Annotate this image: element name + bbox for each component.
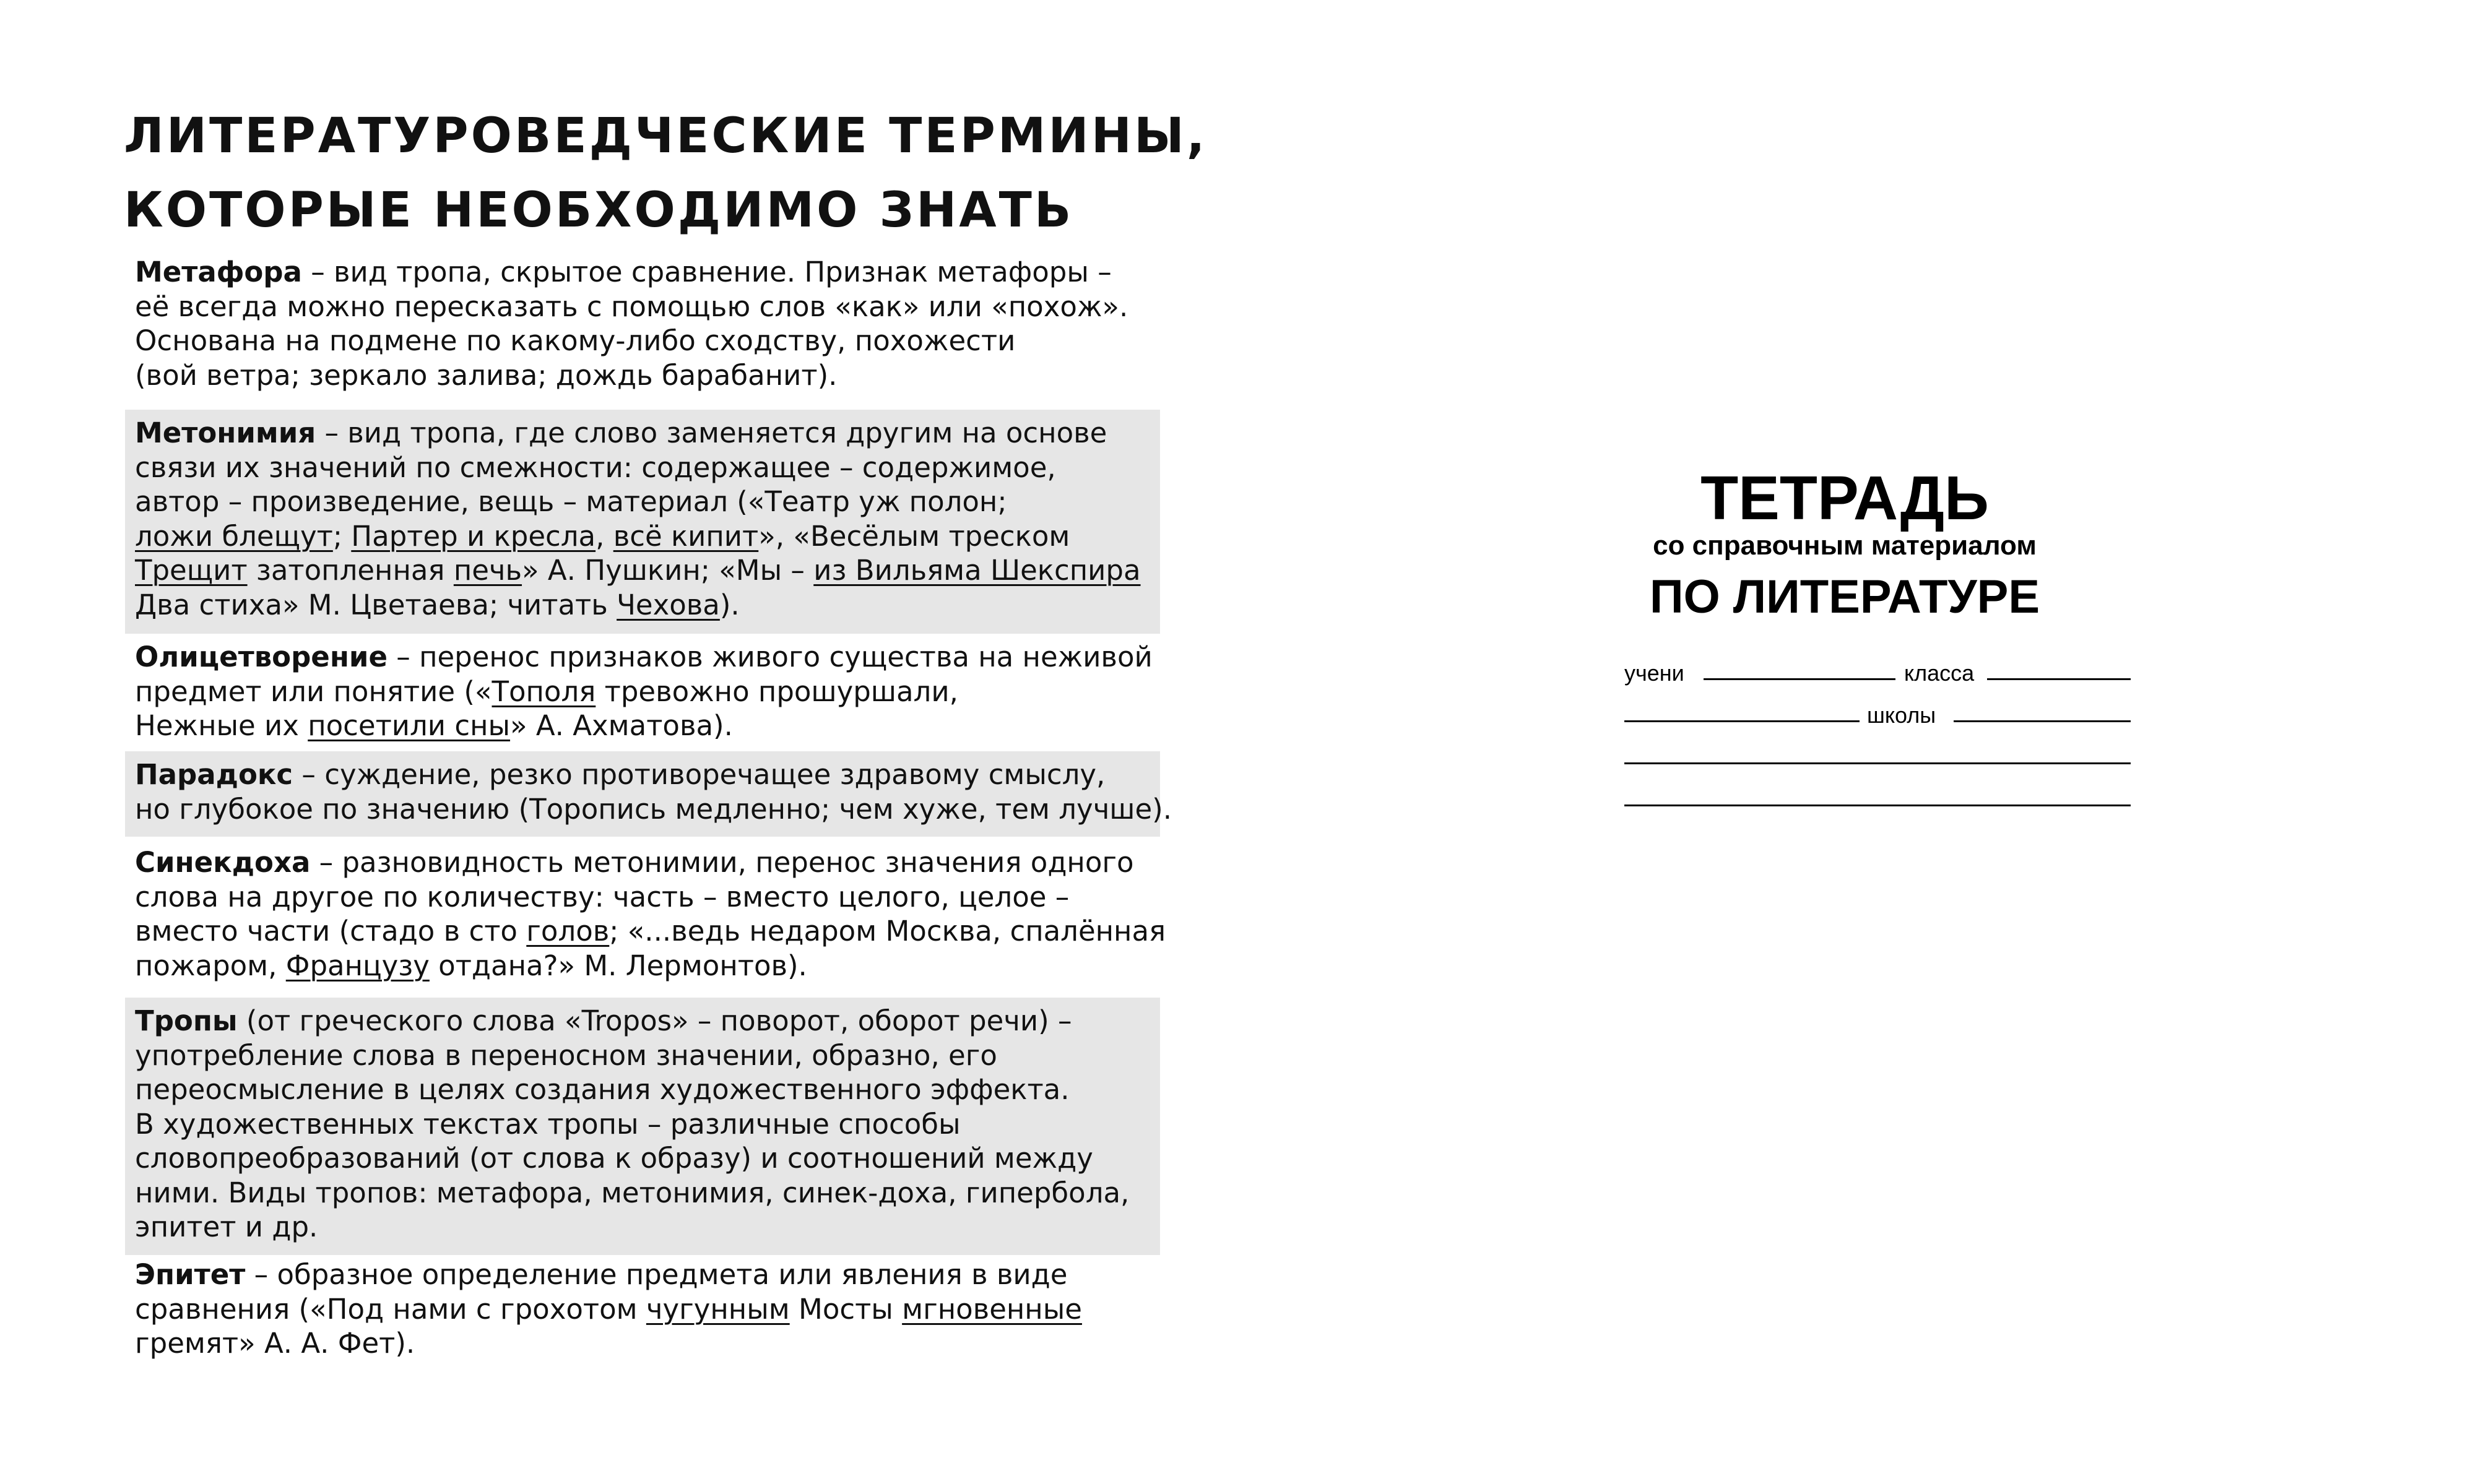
term-name: Синекдоха — [135, 846, 311, 879]
term-olicetvorenie: Олицетворение – перенос признаков живого существа на неживой предмет или понятие («Тополя тревожно прошуршали, Нежные их посетили сны» А. Ахматова). — [135, 641, 1153, 742]
cover-title: ТЕТРАДЬ — [1700, 464, 1989, 533]
term-name: Тропы — [135, 1004, 238, 1037]
extra-line-2[interactable] — [1624, 805, 2131, 806]
student-name-line[interactable] — [1704, 678, 1895, 680]
term-name: Парадокс — [135, 758, 293, 791]
cover-subject: ПО ЛИТЕРАТУРЕ — [1649, 571, 2040, 623]
term-tropy: Тропы (от греческого слова «Tropos» – поворот, оборот речи) – употребление слова в переносном значении, образно, его переосмысление в целях создания художественного эффекта. В художественных текстах тропы – различные способы словопреобразований (от слова к образу) и соотношений между ними. Виды тропов: метафора, метонимия, синек-доха, гипербола, эпитет и др. — [125, 998, 1160, 1255]
school-number-line[interactable] — [1624, 720, 1860, 722]
term-metafora: Метафора – вид тропа, скрытое сравнение. Признак метафоры – её всегда можно пересказать с помощью слов «как» или «похож». Основана на подмене по какому-либо сходству, похожести (вой ветра; зеркало залива; дождь барабанит). — [135, 256, 1128, 392]
class-line[interactable] — [1987, 678, 2131, 680]
student-label: учени — [1624, 660, 1684, 686]
page-title — [124, 99, 1208, 248]
term-name: Метафора — [135, 256, 302, 288]
term-metonimiya: Метонимия – вид тропа, где слово заменяется другим на основе связи их значений по смежности: содержащее – содержимое, автор – произведение, вещь – материал («Театр уж полон; ложи блещут; Партер и кресла, всё кипит», «Весёлым треском Трещит затопленная печь» А. Пушкин; «Мы – из Вильяма Шекспира Два стиха» М. Цветаева; читать Чехова). — [125, 410, 1160, 634]
term-name: Метонимия — [135, 416, 316, 449]
cover-subtitle: со справочным материалом — [1653, 530, 2037, 561]
class-label: класса — [1904, 660, 1975, 686]
term-sinekdokha: Синекдоха – разновидность метонимии, перенос значения одного слова на другое по количеству: часть – вместо целого, целое – вместо части (стадо в сто голов; «...ведь недаром Москва, спалённая пожаром, Французу отдана?» М. Лермонтов). — [135, 846, 1166, 982]
right-page-cover — [1243, 0, 2486, 1484]
school-line[interactable] — [1954, 720, 2131, 722]
page-title-line-2: КОТОРЫЕ НЕОБХОДИМО ЗНАТЬ — [124, 183, 1074, 238]
school-label: школы — [1867, 702, 1936, 728]
page-title-line-1: ЛИТЕРАТУРОВЕДЧЕСКИЕ ТЕРМИНЫ, — [124, 108, 1208, 164]
term-paradoks: Парадокс – суждение, резко противоречащее здравому смыслу, но глубокое по значению (Торопись медленно; чем хуже, тем лучше). — [125, 751, 1160, 837]
term-name: Олицетворение — [135, 641, 388, 673]
term-epitet: Эпитет – образное определение предмета или явления в виде сравнения («Под нами с грохотом чугунным Мосты мгновенные гремят» А. А. Фет). — [135, 1258, 1082, 1360]
term-name: Эпитет — [135, 1258, 246, 1291]
extra-line-1[interactable] — [1624, 762, 2131, 764]
